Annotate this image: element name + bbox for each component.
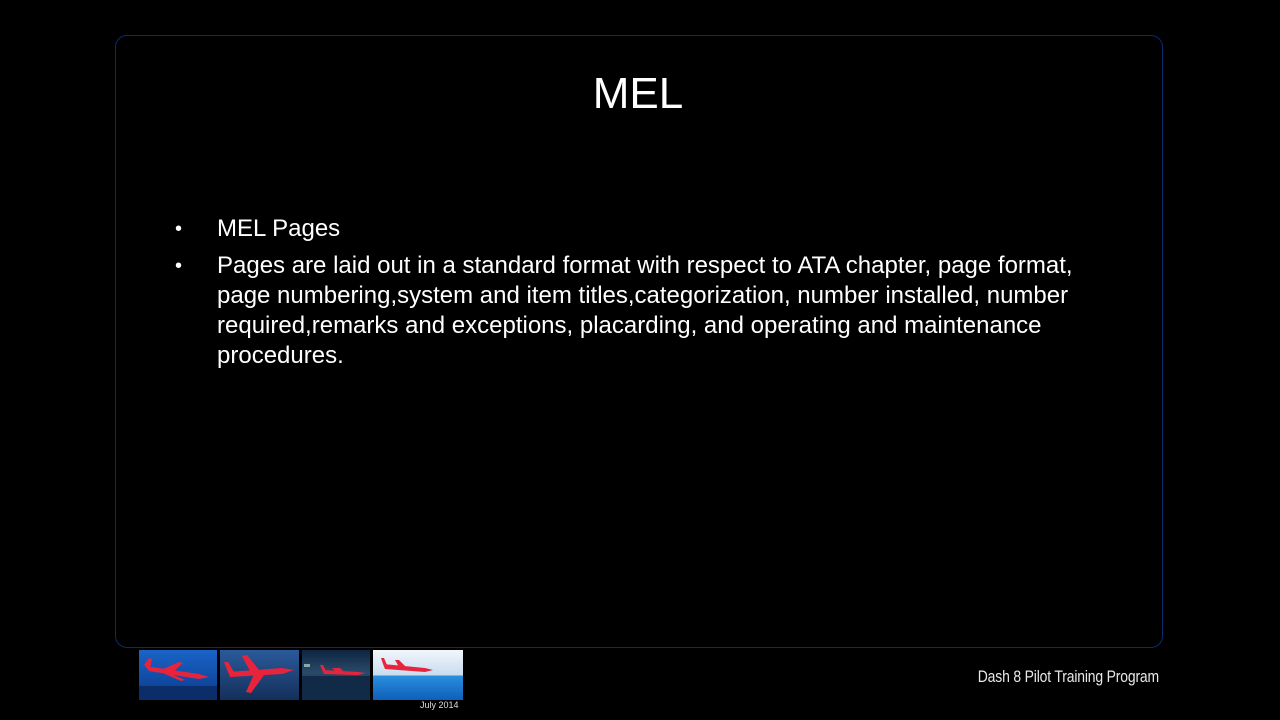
aircraft-photo-3 [302,650,370,700]
bullet-icon: • [175,218,183,240]
bullet-icon: • [175,255,183,277]
bullet-item [175,214,1095,244]
bullet-text: Pages are laid out in a standard format with respect to ATA chapter, page format, page numbering,system and item titles,categorization, number installed, number required,remarks and exceptions, placarding, and operating and maintenance procedures. [217,252,1073,369]
footer-date: July 2014 [420,700,459,710]
bullet-text: MEL Pages [217,215,341,242]
bullet-list [175,214,1095,378]
footer-program-title: Dash 8 Pilot Training Program [977,667,1159,686]
footer-thumbnails [139,650,463,700]
aircraft-photo-2 [220,650,299,700]
bullet-item [175,251,1095,371]
aircraft-photo-1 [139,650,217,700]
aircraft-photo-4 [373,650,463,700]
slide-title: MEL [592,69,684,118]
